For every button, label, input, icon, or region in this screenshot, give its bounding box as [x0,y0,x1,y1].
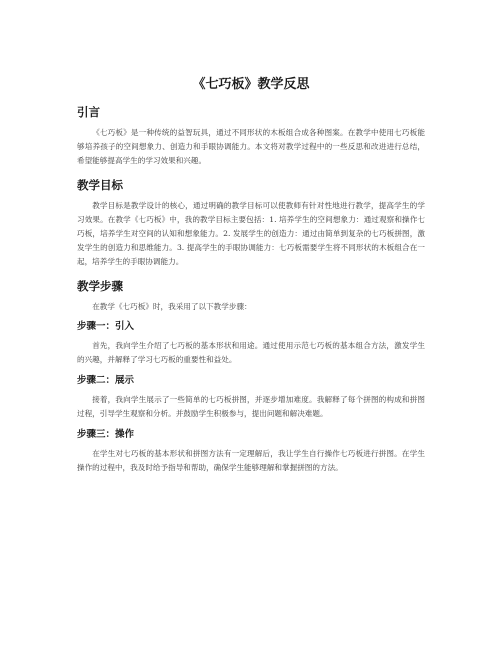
step3-heading: 步骤三：操作 [77,429,135,440]
goals-paragraph [77,199,425,269]
section-heading-intro: 引言 [77,105,100,119]
goal-item-1: 1. 培养学生的空间想象力：通过观察和操作七巧板，培养学生对空间的认知和想象能力。 [77,215,425,238]
document-page [77,76,425,482]
step1-heading: 步骤一：引入 [77,321,135,332]
step3-paragraph: 在学生对七巧板的基本形状和拼图方法有一定理解后，我让学生自行操作七巧板进行拼图。在学生操作的过程中，我及时给予指导和帮助，确保学生能够理解和掌握拼图的方法。 [77,449,425,472]
goals-paragraph-text: 教学目标是教学设计的核心，通过明确的教学目标可以使教师有针对性地进行教学，提高学生的学习效果。在教学《七巧板》中，我的教学目标主要包括： [77,201,425,224]
intro-paragraph: 《七巧板》是一种传统的益智玩具，通过不同形状的木板组合成各种图案。在教学中使用七巧板能够培养孩子的空间想象力、创造力和手眼协调能力。本文将对教学过程中的一些反思和改进进行总结，希望能够提高学生的学习效果和兴趣。 [77,128,425,165]
section-heading-goals: 教学目标 [77,178,123,192]
goal-item-2: 2. 发展学生的创造力：通过由简单到复杂的七巧板拼图，激发学生的创造力和思维能力。 [77,229,426,252]
steps-intro-paragraph: 在教学《七巧板》时，我采用了以下教学步骤： [92,302,252,311]
document-title: 《七巧板》教学反思 [192,77,310,92]
step2-heading: 步骤二：展示 [77,375,135,386]
goal-item-3: 3. 提高学生的手眼协调能力：七巧板需要学生将不同形状的木板组合在一起，培养学生的手眼协调能力。 [77,243,426,266]
step1-paragraph: 首先，我向学生介绍了七巧板的基本形状和用途。通过使用示范七巧板的基本组合方法，激发学生的兴趣，并解释了学习七巧板的重要性和益处。 [77,341,425,364]
section-heading-steps: 教学步骤 [77,279,123,293]
step2-paragraph: 接着，我向学生展示了一些简单的七巧板拼图，并逐步增加难度。我解释了每个拼图的构成和拼图过程，引导学生观察和分析。并鼓励学生积极参与，提出问题和解决难题。 [77,395,425,418]
